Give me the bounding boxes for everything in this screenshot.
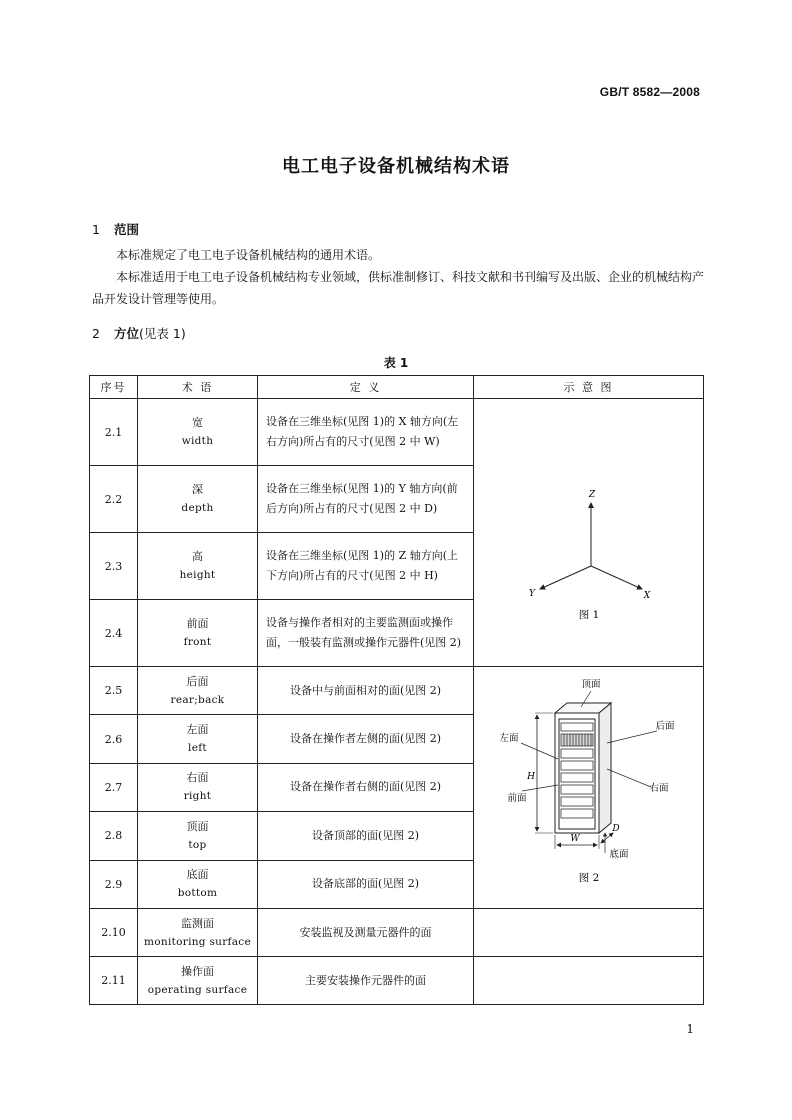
empty-figure-cell	[474, 957, 704, 1005]
section-1-heading	[92, 220, 139, 238]
term-cell	[138, 466, 258, 533]
term-zh: 前面	[186, 617, 209, 630]
width-label: W	[569, 834, 580, 844]
term-en: depth	[181, 502, 214, 514]
paragraph: 本标准规定了电工电子设备机械结构的通用术语。	[116, 248, 381, 262]
section-title: 方位	[114, 326, 140, 341]
front-leader	[522, 785, 558, 791]
definition: 设备顶部的面(见图 2)	[258, 812, 474, 860]
document-title: 电工电子设备机械结构术语	[282, 156, 510, 177]
table-row	[90, 399, 704, 466]
table-row	[90, 957, 704, 1005]
row-number: 2.5	[90, 667, 138, 715]
term-en: rear;back	[170, 693, 225, 706]
x-axis	[591, 566, 642, 589]
height-label: H	[526, 772, 535, 782]
row-number: 2.7	[90, 763, 138, 811]
term-en: front	[183, 636, 212, 648]
section-title: 范围	[114, 222, 140, 237]
section-number: 2	[92, 326, 100, 341]
definition: 安装监视及测量元器件的面	[258, 909, 474, 957]
term-en: right	[183, 790, 212, 803]
term-zh: 底面	[186, 868, 209, 882]
terms-table	[89, 375, 704, 1005]
definition: 设备与操作者相对的主要监测面或操作面，一般装有监测或操作元器件(见图 2)	[258, 600, 474, 667]
table-caption: 表 1	[383, 356, 409, 370]
term-zh: 深	[192, 483, 203, 496]
definition: 主要安装操作元器件的面	[258, 957, 474, 1005]
term-zh: 顶面	[186, 819, 209, 833]
term-cell	[138, 715, 258, 763]
section-2-heading	[92, 324, 186, 342]
section-number: 1	[92, 222, 100, 237]
term-en: bottom	[177, 887, 218, 900]
depth-label: D	[611, 824, 620, 834]
right-leader	[607, 769, 651, 787]
page-number: 1	[686, 1022, 694, 1036]
figure-2-caption: 图 2	[578, 872, 599, 884]
row-number: 2.6	[90, 715, 138, 763]
standard-number: GB/T 8582—2008	[599, 85, 700, 99]
term-cell	[138, 667, 258, 715]
header-cell: 术 语	[138, 376, 258, 399]
definition: 设备在三维坐标(见图 1)的 X 轴方向(左右方向)所占有的尺寸(见图 2 中 W)	[258, 399, 474, 466]
figure-1-cell	[474, 399, 704, 667]
term-en: monitoring surface	[144, 935, 251, 948]
x-axis-label: X	[643, 591, 650, 601]
row-number: 2.1	[90, 399, 138, 466]
term-cell	[138, 957, 258, 1005]
definition: 设备在操作者左侧的面(见图 2)	[258, 715, 474, 763]
term-zh: 操作面	[181, 964, 214, 978]
row-number: 2.3	[90, 533, 138, 600]
empty-figure-cell	[474, 909, 704, 957]
section-1-body	[92, 244, 704, 310]
term-cell	[138, 909, 258, 957]
definition: 设备在操作者右侧的面(见图 2)	[258, 763, 474, 811]
term-en: width	[181, 435, 214, 447]
row-number: 2.8	[90, 812, 138, 860]
y-axis-label: Y	[528, 589, 535, 599]
term-zh: 高	[192, 550, 203, 563]
row-number: 2.2	[90, 466, 138, 533]
paragraph: 本标准适用于电工电子设备机械结构专业领域，供标准制修订、科技文献和书刊编写及出版、企业的机械结构产品开发设计管理等使用。	[92, 270, 705, 306]
term-cell	[138, 600, 258, 667]
z-axis-label: Z	[588, 490, 595, 500]
term-cell	[138, 860, 258, 908]
coordinate-axes-diagram	[475, 399, 703, 663]
section-note: (见表 1)	[139, 326, 186, 341]
term-en: height	[179, 569, 216, 581]
term-cell	[138, 763, 258, 811]
row-number: 2.4	[90, 600, 138, 667]
table-header-row	[90, 376, 704, 399]
row-number: 2.11	[90, 957, 138, 1005]
table-row	[90, 909, 704, 957]
term-zh: 右面	[186, 771, 209, 785]
term-cell	[138, 812, 258, 860]
term-zh: 宽	[192, 416, 203, 429]
left-leader	[521, 743, 558, 759]
rear-label: 后面	[654, 721, 675, 732]
table-row	[90, 667, 704, 715]
figure-1-caption: 图 1	[578, 609, 599, 621]
y-axis	[540, 566, 591, 589]
figure-2-cell	[474, 667, 704, 909]
term-cell	[138, 399, 258, 466]
bottom-label: 底面	[608, 849, 629, 860]
term-en: left	[188, 742, 207, 755]
definition: 设备在三维坐标(见图 1)的 Y 轴方向(前后方向)所占有的尺寸(见图 2 中 D)	[258, 466, 474, 533]
definition: 设备底部的面(见图 2)	[258, 860, 474, 908]
left-label: 左面	[498, 733, 519, 744]
term-en: operating surface	[147, 983, 248, 996]
term-zh: 后面	[186, 674, 209, 688]
header-cell: 序号	[90, 376, 138, 399]
row-number: 2.9	[90, 860, 138, 908]
depth-dimension	[601, 833, 613, 843]
right-label: 右面	[648, 783, 669, 794]
term-cell	[138, 533, 258, 600]
term-zh: 左面	[186, 723, 209, 737]
definition: 设备在三维坐标(见图 1)的 Z 轴方向(上下方向)所占有的尺寸(见图 2 中 H)	[258, 533, 474, 600]
header-cell: 定 义	[258, 376, 474, 399]
top-label: 顶面	[580, 679, 601, 690]
cabinet-diagram	[475, 667, 703, 905]
front-label: 前面	[506, 793, 527, 804]
header-cell: 示 意 图	[474, 376, 704, 399]
row-number: 2.10	[90, 909, 138, 957]
rear-leader	[607, 731, 657, 743]
definition: 设备中与前面相对的面(见图 2)	[258, 667, 474, 715]
term-zh: 监测面	[181, 916, 214, 930]
term-en: top	[188, 838, 207, 851]
